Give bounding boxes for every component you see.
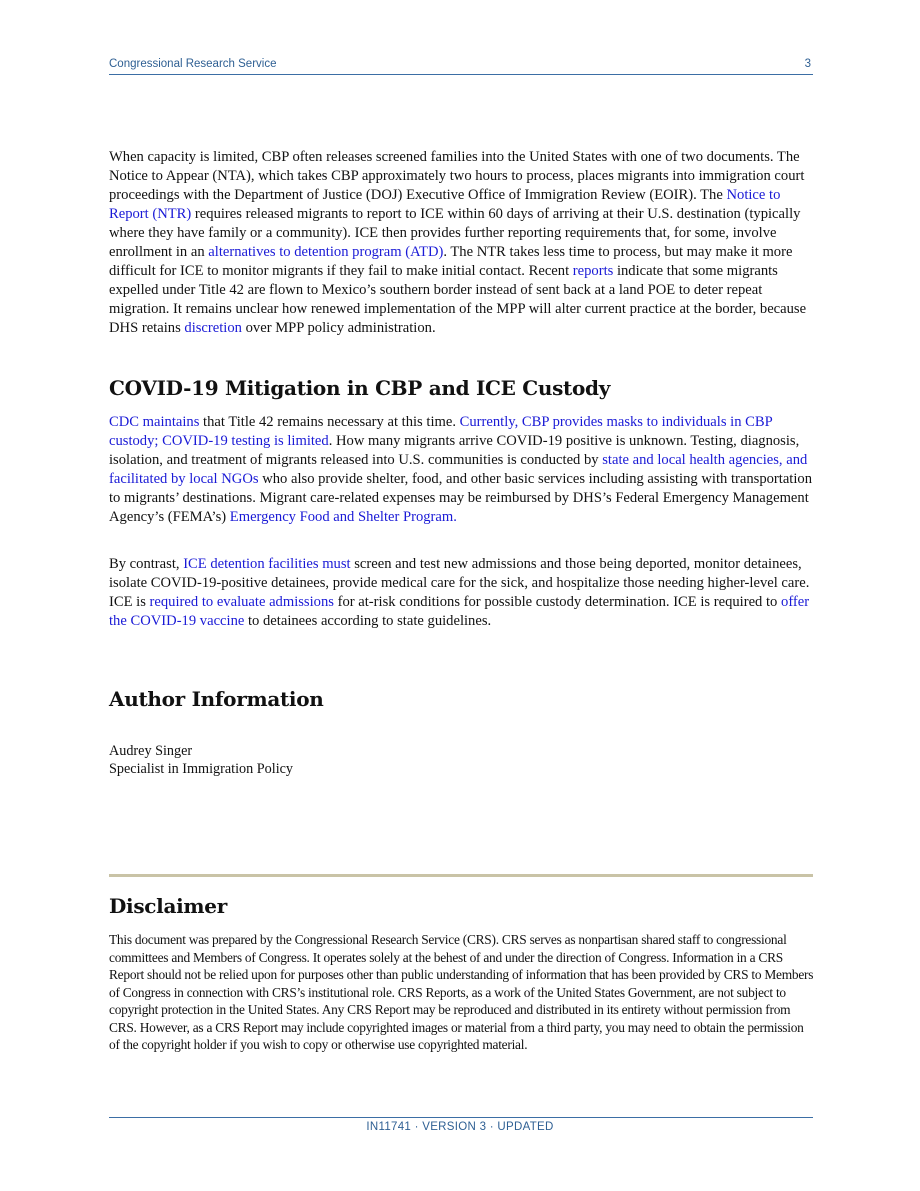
author-title: Specialist in Immigration Policy (109, 761, 294, 777)
author-block (109, 742, 293, 778)
footer-rule (109, 1117, 813, 1118)
section-divider (109, 874, 813, 877)
link-discretion[interactable]: discretion (184, 320, 242, 336)
paragraph-cdc-cbp: CDC maintains that Title 42 remains necessary at this time. Currently, CBP provides masks to individuals in CBP custody; COVID-19 testing is limited. How many migrants arrive COVID-19 positive is unknown. Testing, diagnosis, isolation, and treatment of migrants released into U.S. communities is conducted by state and local health agencies, and facilitated by local NGOs who also provide shelter, food, and other basic services including assisting with transportation to migrants’ destinations. Migrant care-related expenses may be reimbursed by DHS’s Federal Emergency Management Agency’s (FEMA’s) Emergency Food and Shelter Program. (109, 414, 813, 525)
paragraph-release-documents: When capacity is limited, CBP often releases screened families into the United States with one of two documents. The Notice to Appear (NTA), which takes CBP approximately two hours to process, places migrants into immigration court proceedings with the Department of Justice (DOJ) Executive Office of Immigration Review (EOIR). The Notice to Report (NTR) requires released migrants to report to ICE within 60 days of arriving at their U.S. destination (typically where they have family or a community). ICE then provides further reporting requirements that, for some, involve enrollment in an alternatives to detention program (ATD). The NTR takes less time to process, but may make it more difficult for ICE to monitor migrants if they fail to make initial contact. Recent reports indicate that some migrants expelled under Title 42 are flown to Mexico’s southern border instead of sent back at a land POE to deter repeat migration. It remains unclear how renewed implementation of the MPP will alter current practice at the border, because DHS retains discretion over MPP policy administration. (109, 149, 807, 336)
link-reports[interactable]: reports (572, 263, 614, 279)
link-ice-detention-facilities[interactable]: ICE detention facilities must (183, 556, 351, 572)
heading-author-information: Author Information (109, 687, 324, 711)
disclaimer-text: This document was prepared by the Congressional Research Service (CRS). CRS serves as nonpartisan shared staff to congressional committees and Members of Congress. It operates solely at the behest of and under the direction of Congress. Information in a CRS Report should not be relied upon for purposes other than public understanding of information that has been provided by CRS to Members of Congress in connection with CRS’s institutional role. CRS Reports, as a work of the United States Government, are not subject to copyright protection in the United States. Any CRS Report may be reproduced and distributed in its entirety without permission from CRS. However, as a CRS Report may include copyrighted images or material from a third party, you may need to obtain the permission of the copyright holder if you wish to copy or otherwise use copyrighted material. (109, 932, 814, 1052)
heading-covid-mitigation: COVID-19 Mitigation in CBP and ICE Custody (109, 376, 611, 400)
footer-report-id: IN11741 · VERSION 3 · UPDATED (366, 1121, 554, 1133)
page-number: 3 (804, 58, 811, 70)
link-notice-to-report[interactable]: Notice to Report (NTR) (109, 187, 781, 222)
page-header (109, 58, 813, 75)
header-org-name: Congressional Research Service (109, 58, 277, 70)
link-emergency-food-shelter[interactable]: Emergency Food and Shelter Program. (229, 509, 457, 525)
heading-disclaimer: Disclaimer (109, 894, 227, 918)
author-name: Audrey Singer (109, 743, 193, 759)
link-cbp-masks[interactable]: Currently, CBP provides masks to individuals in CBP custody; COVID-19 testing is limited (109, 414, 773, 449)
paragraph-ice-detention: By contrast, ICE detention facilities must screen and test new admissions and those being deported, monitor detainees, isolate COVID-19-positive detainees, provide medical care for the sick, and hospitalize those needing higher-level care. ICE is required to evaluate admissions for at-risk conditions for possible custody determination. ICE is required to offer the COVID-19 vaccine to detainees according to state guidelines. (109, 556, 810, 629)
link-alternatives-to-detention[interactable]: alternatives to detention program (ATD) (208, 244, 444, 260)
link-evaluate-admissions[interactable]: required to evaluate admissions (149, 594, 334, 610)
link-state-local-health[interactable]: state and local health agencies, and facilitated by local NGOs (109, 452, 808, 487)
link-cdc-maintains[interactable]: CDC maintains (109, 414, 200, 430)
link-covid-vaccine[interactable]: offer the COVID-19 vaccine (109, 594, 810, 629)
